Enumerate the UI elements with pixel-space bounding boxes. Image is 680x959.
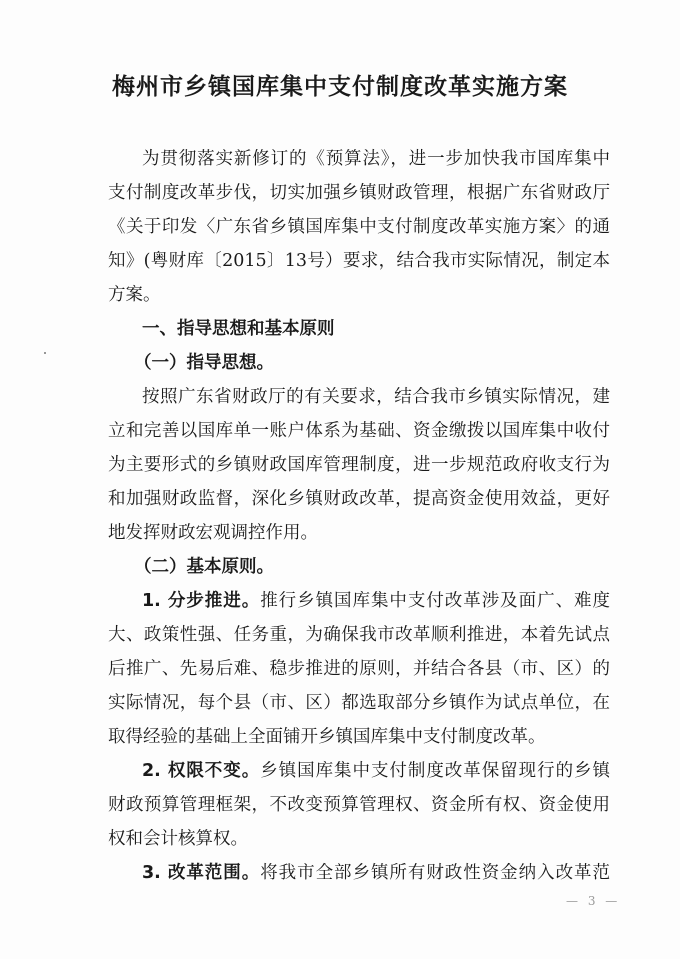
- paragraph-line: 立和完善以国库单一账户体系为基础、资金缴拨以国库集中收付: [108, 421, 610, 441]
- paragraph-line: 取得经验的基础上全面铺开乡镇国库集中支付制度改革。: [108, 727, 546, 747]
- paragraph-line: 大、政策性强、任务重，为确保我市改革顺利推进，本着先试点: [108, 625, 610, 645]
- paragraph-line: 后推广、先易后难、稳步推进的原则，并结合各县（市、区）的: [108, 659, 610, 679]
- scan-speck: [44, 352, 46, 354]
- paragraph-line: 支付制度改革步伐，切实加强乡镇财政管理，根据广东省财政厅: [108, 183, 610, 203]
- item-text: 推行乡镇国库集中支付改革涉及面广、难度: [260, 591, 610, 611]
- paragraph-line: 地发挥财政宏观调控作用。: [108, 523, 318, 543]
- list-item-line: [142, 760, 610, 782]
- paragraph-line: 按照广东省财政厅的有关要求，结合我市乡镇实际情况，建: [142, 387, 610, 407]
- paragraph-line: 为主要形式的乡镇财政国库管理制度，进一步规范政府收支行为: [108, 455, 610, 475]
- item-text: 乡镇国库集中支付制度改革保留现行的乡镇: [260, 761, 610, 781]
- section-heading: 一、指导思想和基本原则: [142, 319, 335, 339]
- document-title: 梅州市乡镇国库集中支付制度改革实施方案: [112, 73, 568, 100]
- paragraph-line: 方案。: [108, 285, 161, 305]
- paragraph-line: 和加强财政监督，深化乡镇财政改革，提高资金使用效益，更好: [108, 489, 610, 509]
- item-label: 3. 改革范围。: [142, 863, 261, 883]
- paragraph-line: 知》(粤财库〔2015〕13号）要求，结合我市实际情况，制定本: [108, 251, 610, 271]
- paragraph-line: 财政预算管理框架，不改变预算管理权、资金所有权、资金使用: [108, 795, 610, 815]
- paragraph-line: 权和会计核算权。: [108, 829, 248, 849]
- list-item-line: [142, 862, 610, 884]
- subsection-heading: （一）指导思想。: [134, 353, 274, 373]
- paragraph-line: 实际情况，每个县（市、区）都选取部分乡镇作为试点单位，在: [108, 693, 610, 713]
- paragraph-line: 为贯彻落实新修订的《预算法》，进一步加快我市国库集中: [142, 149, 610, 169]
- list-item-line: [142, 590, 610, 612]
- page-number: — 3 —: [566, 894, 621, 908]
- paragraph-line: 《关于印发〈广东省乡镇国库集中支付制度改革实施方案〉的通: [108, 217, 610, 237]
- item-text: 将我市全部乡镇所有财政性资金纳入改革范: [260, 863, 610, 883]
- subsection-heading: （二）基本原则。: [134, 557, 274, 577]
- item-label: 2. 权限不变。: [142, 761, 261, 781]
- item-label: 1. 分步推进。: [142, 591, 261, 611]
